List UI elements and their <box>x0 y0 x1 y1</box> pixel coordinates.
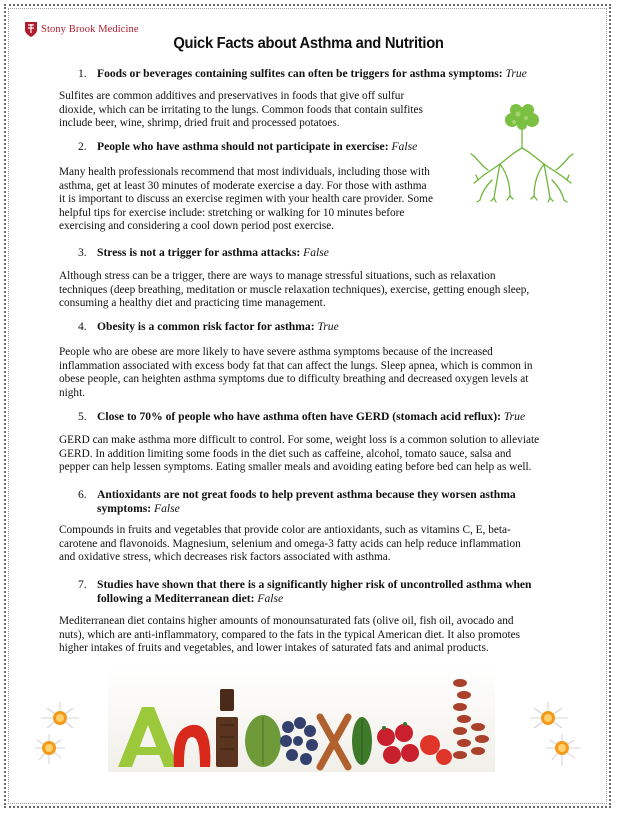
question-number: 1. <box>78 67 87 80</box>
orange-slice-icon <box>35 700 85 770</box>
question-4: 4. Obesity is a common risk factor for asthma: True <box>78 320 339 333</box>
question-3: 3. Stress is not a trigger for asthma attacks: False <box>78 246 329 259</box>
answer-paragraph-1: Sulfites are common additives and preservatives in foods that give off sulfur dioxide, which can be irritating to the lungs. Common foods that contain sulfites include beer, wine, shrimp, dried fruit and processed potatoes. <box>59 90 423 130</box>
question-7: 7. Studies have shown that there is a significantly higher risk of uncontrolled asthma when following a Mediterranean diet: False <box>78 578 532 605</box>
answer-paragraph-3: Although stress can be a trigger, there are ways to manage stressful situations, such as relaxation techniques (deep breathing, meditation or muscle relaxation techniques), exercise, getting enough sleep, consuming a healthy diet and practicing time management. <box>59 270 530 310</box>
lungs-tree-illustration <box>470 100 575 210</box>
logo-text: Stony Brook Medicine <box>41 24 139 35</box>
question-6: 6. Antioxidants are not great foods to help prevent asthma because they worsen asthma symptoms: False <box>78 488 516 515</box>
answer-paragraph-4: People who are obese are more likely to have severe asthma symptoms because of the increased inflammation associated with excess body fat that can affect the lungs. Sleep apnea, which is common in obese people, can heighten asthma symptoms due to difficulty breathing and decreased oxygen levels at night. <box>59 346 533 399</box>
question-5: 5. Close to 70% of people who have asthma often have GERD (stomach acid reflux): True <box>78 410 526 423</box>
answer-paragraph-5: GERD can make asthma more difficult to control. For some, weight loss is a common solution to alleviate GERD. In addition limiting some foods in the diet such as caffeine, alcohol, tomato sauce, salsa and pepper can help lessen symptoms. Eating smaller meals and avoiding eating before bed can help as well. <box>59 434 540 474</box>
orange-slice-icon <box>528 700 583 770</box>
question-text: Foods or beverages containing sulfites can often be triggers for asthma symptoms: <box>97 67 503 80</box>
page-title: Quick Facts about Asthma and Nutrition <box>173 35 444 52</box>
answer-paragraph-6: Compounds in fruits and vegetables that provide color are antioxidants, such as vitamins C, E, beta- carotene and flavonoids. Magnesium, selenium and omega-3 fatty acids can help reduce inflammation and oxidative stress, which decreases risk factors associated with asthma. <box>59 524 521 564</box>
question-2: 2. People who have asthma should not participate in exercise: False <box>78 140 418 153</box>
answer-paragraph-2: Many health professionals recommend that most individuals, including those with asthma, get at least 30 minutes of moderate exercise a day. For those with asthma it is important to discuss an exercise regimen with your health care provider. Some helpful tips for exercise include: stretching or walking for 10 minutes before exercising and considering a cool down period post exercise. <box>59 166 433 233</box>
answer-paragraph-7: Mediterranean diet contains higher amounts of monounsaturated fats (olive oil, fish oil, avocado and nuts), which are anti-inflammatory, compared to the fats in the typical American diet. It also promotes higher intakes of fruits and vegetables, and lower intakes of saturated fats and animal products. <box>59 615 521 655</box>
antioxidant-food-banner <box>108 667 495 772</box>
question-1 <box>78 67 527 81</box>
answer: True <box>505 67 527 80</box>
